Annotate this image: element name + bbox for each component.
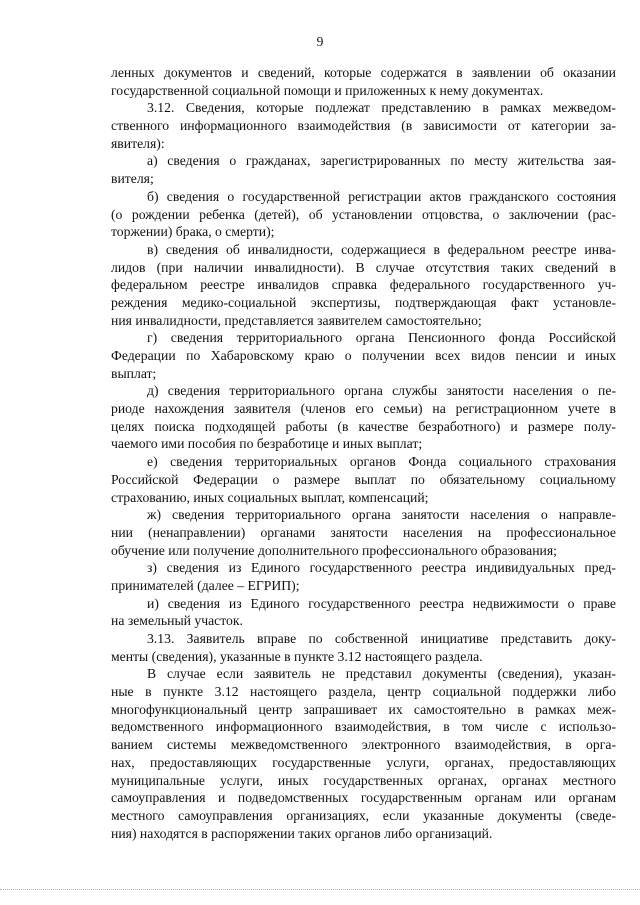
text-line: лидов (при наличии инвалидности). В случае отсутствия таких сведений в <box>111 259 616 275</box>
text-line: целях поиска подходящей работы (в качестве безработного) и размере полу- <box>111 418 616 434</box>
text-line: самоуправления и подведомственных государственным органам или органам <box>111 790 616 806</box>
text-line: ведомственного информационного взаимодействия, в том числе с использо- <box>111 719 616 735</box>
text-line: многофункциональный центр запрашивает их самостоятельно в рамках меж- <box>111 701 616 717</box>
text-line: принимателей (далее – ЕГРИП); <box>111 577 300 593</box>
text-line: (о рождении ребенка (детей), об установлении отцовства, о заключении (рас- <box>111 206 616 222</box>
text-line: местного самоуправления организациях, если указанные документы (сведе- <box>111 807 616 823</box>
text-line: обучение или получение дополнительного профессионального образования; <box>111 542 557 558</box>
text-line: ния инвалидности, представляется заявителем самостоятельно; <box>111 312 482 328</box>
text-line: Федерации по Хабаровскому краю о получении всех видов пенсии и иных <box>111 348 616 363</box>
text-line: менты (сведения), указанные в пункте 3.12 настоящего раздела. <box>111 648 483 664</box>
text-line: ванием системы межведомственного электронного взаимодействия, в орга- <box>111 737 616 753</box>
scan-edge-divider <box>0 889 640 891</box>
text-line: государственной социальной помощи и приложенных к нему документах. <box>111 82 544 98</box>
text-line: нии (ненаправлении) органами занятости населения на профессиональное <box>111 524 616 540</box>
text-line: д) сведения территориального органа службы занятости населения о пе- <box>147 383 616 399</box>
text-line: В случае если заявитель не представил документы (сведения), указан- <box>147 666 616 682</box>
text-line: ственного информационного взаимодействия (в зависимости от категории за- <box>111 118 616 134</box>
text-line: а) сведения о гражданах, зарегистрированных по месту жительства зая- <box>147 153 616 169</box>
text-line: ж) сведения территориального органа занятости населения о направле- <box>147 507 616 523</box>
text-line: в) сведения об инвалидности, содержащиеся в федеральном реестре инва- <box>147 241 616 257</box>
text-line: федеральном реестре инвалидов справка федерального государственного уч- <box>111 277 616 293</box>
text-line: з) сведения из Единого государственного реестра индивидуальных пред- <box>147 560 616 576</box>
text-line: чаемого ими пособия по безработице и иных выплат; <box>111 436 423 452</box>
text-line: ные в пункте 3.12 настоящего раздела, центр социальной поддержки либо <box>111 684 616 700</box>
text-line: Российской Федерации о размере выплат по обязательному социальному <box>111 471 616 487</box>
text-line: б) сведения о государственной регистрации актов гражданского состояния <box>147 188 616 204</box>
text-line: реждения медико-социальной экспертизы, подтверждающая факт установле- <box>111 294 616 310</box>
text-line: 3.13. Заявитель вправе по собственной инициативе представить доку- <box>147 631 616 646</box>
text-line: выплат; <box>111 365 157 381</box>
text-line: муниципальные услуги, иных государственных органах, органах местного <box>111 772 616 788</box>
text-line: г) сведения территориального органа Пенсионного фонда Российской <box>147 330 616 346</box>
document-body <box>111 64 616 842</box>
text-line: торжении) брака, о смерти); <box>111 224 275 240</box>
text-line: е) сведения территориальных органов Фонда социального страхования <box>147 454 616 470</box>
text-line: ния) находятся в распоряжении таких органов либо организаций. <box>111 825 493 841</box>
text-line: вителя; <box>111 171 154 187</box>
text-line: явителя): <box>111 135 165 151</box>
text-line: нах, предоставляющих государственные услуги, органах, предоставляющих <box>111 754 616 770</box>
page-number: 9 <box>316 34 324 49</box>
text-line: ленных документов и сведений, которые содержатся в заявлении об оказании <box>111 65 616 80</box>
text-line: риоде нахождения заявителя (членов его семьи) на регистрационном учете в <box>111 401 616 417</box>
text-line: на земельный участок. <box>111 613 243 629</box>
text-line: 3.12. Сведения, которые подлежат представлению в рамках межведом- <box>147 100 616 116</box>
text-line: и) сведения из Единого государственного реестра недвижимости о праве <box>147 595 616 611</box>
text-line: страхованию, иных социальных выплат, компенсаций; <box>111 489 429 505</box>
